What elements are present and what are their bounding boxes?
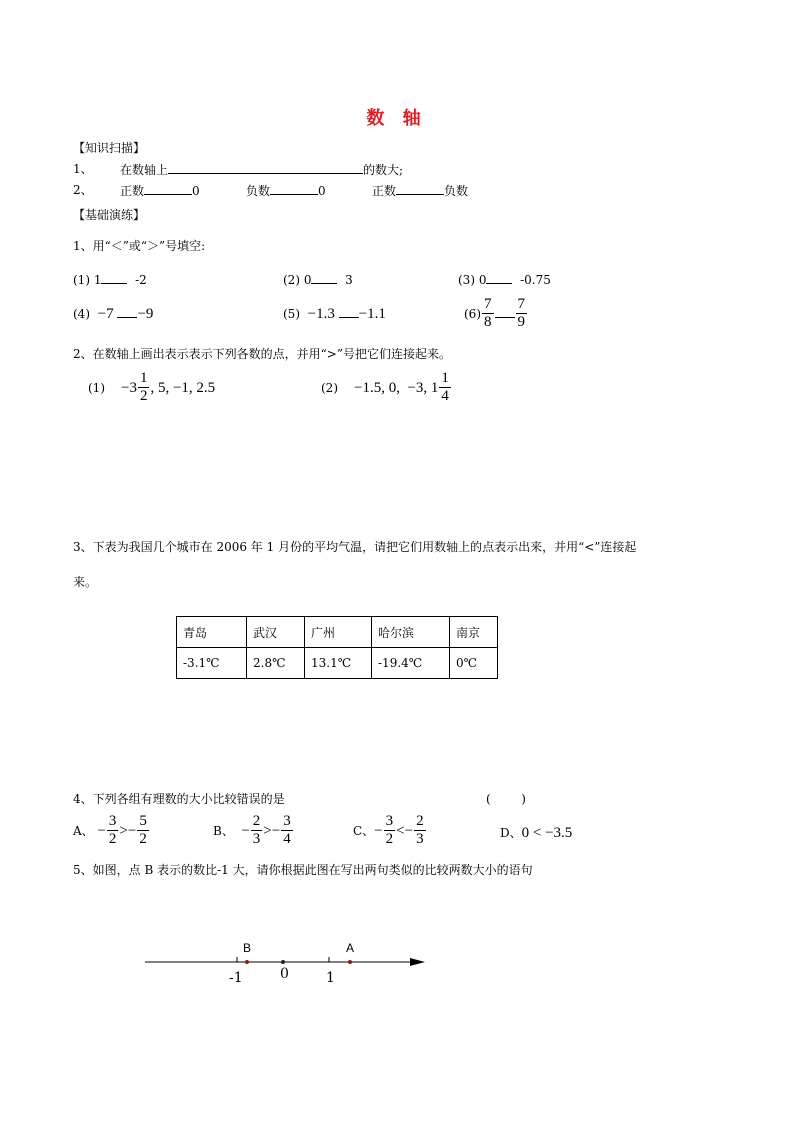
point-b-label: B bbox=[243, 941, 252, 955]
q3-prompt-line-1: 3、下表为我国几个城市在 2006 年 1 月份的平均气温，请把它们用数轴上的点表示出来，并用“<”连接起 bbox=[73, 540, 637, 554]
denominator: 8 bbox=[484, 314, 492, 330]
item-label: (6) bbox=[464, 306, 481, 321]
city-header: 广州 bbox=[305, 617, 372, 648]
tick-label-neg-1: -1 bbox=[229, 970, 243, 986]
label-zero: 0 bbox=[318, 184, 326, 198]
numerator: 3 bbox=[108, 813, 117, 829]
table-header-row bbox=[177, 617, 498, 648]
knowledge-item-2b bbox=[246, 182, 326, 199]
operator: < bbox=[396, 822, 405, 839]
q4-option-d[interactable] bbox=[500, 825, 572, 841]
q1-prompt: 1、用“＜”或“＞”号填空: bbox=[73, 239, 206, 253]
item-label: (1) bbox=[88, 380, 105, 395]
q4-option-b[interactable]: B、 − $\frac{2}{3}$ > − $\frac{3}{4}$ bbox=[213, 813, 291, 847]
q4-answer-paren[interactable]: ( ) bbox=[486, 792, 526, 806]
answer-blank[interactable] bbox=[396, 182, 444, 195]
denominator: 3 bbox=[252, 831, 261, 847]
item-label: (4) bbox=[73, 307, 90, 321]
number-line-figure bbox=[140, 935, 440, 990]
whole-part: −3 bbox=[121, 379, 137, 396]
numerator: 1 bbox=[441, 370, 449, 386]
denominator: 3 bbox=[416, 831, 424, 847]
temperature-cell: 13.1℃ bbox=[305, 648, 372, 679]
left-value: −7 bbox=[97, 306, 114, 322]
denominator: 2 bbox=[108, 831, 117, 847]
answer-blank[interactable] bbox=[168, 161, 363, 174]
table-row bbox=[177, 648, 498, 679]
label-positive: 正数 bbox=[372, 184, 397, 198]
q1-item-4 bbox=[73, 305, 153, 322]
answer-blank[interactable] bbox=[486, 271, 512, 284]
operator: > bbox=[263, 822, 272, 839]
answer-blank[interactable] bbox=[270, 182, 318, 195]
item-label: (5) bbox=[283, 307, 300, 321]
numerator: 5 bbox=[139, 813, 147, 829]
denominator: 2 bbox=[385, 831, 394, 847]
denominator: 4 bbox=[441, 388, 449, 404]
q2-prompt: 2、在数轴上画出表示表示下列各数的点，并用“>”号把它们连接起来。 bbox=[73, 347, 451, 361]
fraction bbox=[482, 296, 494, 331]
knowledge-item-2a bbox=[120, 182, 200, 199]
right-value: 3 bbox=[345, 273, 353, 287]
q5-prompt: 5、如图，点 B 表示的数比-1 大，请你根据此图在写出两句类似的比较两数大小的语句 bbox=[73, 863, 533, 877]
answer-blank[interactable] bbox=[495, 316, 515, 318]
option-label: B、 bbox=[213, 823, 234, 838]
numerator: 3 bbox=[385, 813, 394, 829]
label-zero: 0 bbox=[192, 184, 200, 198]
right-value: −1.1 bbox=[358, 306, 386, 322]
item-label: (2) bbox=[321, 380, 338, 395]
left-value: 0 bbox=[303, 273, 312, 287]
denominator: 9 bbox=[517, 314, 525, 330]
knowledge-item-1-suffix: 的数大; bbox=[363, 163, 404, 177]
temperature-cell: 0℃ bbox=[450, 648, 498, 679]
temperature-cell: -3.1℃ bbox=[177, 648, 247, 679]
q4-option-c[interactable]: C、 − $\frac{3}{2}$ < − $\frac{2}{3}$ bbox=[353, 813, 424, 847]
answer-blank[interactable] bbox=[101, 271, 127, 284]
right-value: -0.75 bbox=[520, 273, 551, 287]
q1-item-6 bbox=[464, 296, 528, 331]
q1-item-1 bbox=[73, 271, 147, 288]
q1-item-5 bbox=[283, 305, 386, 322]
label-positive: 正数 bbox=[120, 184, 145, 198]
q2-item-2 bbox=[321, 370, 452, 405]
item-label: (2) bbox=[283, 273, 300, 287]
tick-label-1: 1 bbox=[326, 970, 335, 986]
q1-item-3 bbox=[458, 271, 551, 288]
section-heading-knowledge: 【知识扫描】 bbox=[73, 141, 146, 155]
knowledge-item-1-prefix: 在数轴上 bbox=[120, 163, 169, 177]
numerator: 7 bbox=[484, 296, 492, 312]
numerator: 2 bbox=[252, 813, 261, 829]
city-header: 南京 bbox=[450, 617, 498, 648]
city-header: 青岛 bbox=[177, 617, 247, 648]
label-negative: 负数 bbox=[444, 184, 469, 198]
left-value: 1 bbox=[93, 273, 102, 287]
numerator: 7 bbox=[517, 296, 525, 312]
point-b-dot bbox=[245, 960, 249, 964]
fraction bbox=[414, 813, 426, 848]
fraction bbox=[384, 813, 396, 848]
temperature-table bbox=[176, 616, 498, 679]
tick-label-0: 0 bbox=[280, 966, 289, 982]
option-label: C、 bbox=[353, 823, 375, 838]
item-label: (3) bbox=[458, 273, 475, 287]
knowledge-item-2c bbox=[372, 182, 468, 199]
operator: > bbox=[119, 822, 128, 839]
fraction bbox=[281, 813, 293, 848]
arrow-icon bbox=[410, 958, 425, 966]
answer-blank[interactable] bbox=[339, 305, 359, 318]
temperature-cell: 2.8℃ bbox=[247, 648, 305, 679]
fraction bbox=[251, 813, 263, 848]
page-title: 数 轴 bbox=[366, 108, 427, 129]
fraction bbox=[516, 296, 528, 331]
left-value: −1.3 bbox=[307, 306, 335, 322]
item-label: (1) bbox=[73, 273, 90, 287]
option-label: D、 bbox=[500, 826, 522, 840]
point-a-label: A bbox=[346, 941, 355, 955]
city-header: 武汉 bbox=[247, 617, 305, 648]
knowledge-item-2-number: 2、 bbox=[73, 183, 93, 197]
answer-blank[interactable] bbox=[311, 271, 337, 284]
answer-blank[interactable] bbox=[144, 182, 192, 195]
point-a-dot bbox=[348, 960, 352, 964]
denominator: 2 bbox=[139, 388, 148, 404]
numerator: 2 bbox=[416, 813, 424, 829]
remaining-values: , 5, −1, 2.5 bbox=[150, 379, 216, 396]
option-expression: 0 < −3.5 bbox=[521, 825, 573, 841]
label-negative: 负数 bbox=[246, 184, 271, 198]
denominator: 2 bbox=[139, 831, 147, 847]
values: −1.5, 0, −3, 1 bbox=[354, 379, 439, 396]
knowledge-item-1 bbox=[120, 161, 403, 178]
denominator: 4 bbox=[283, 831, 291, 847]
fraction bbox=[138, 370, 150, 405]
fraction bbox=[137, 813, 149, 848]
fraction bbox=[107, 813, 119, 848]
temperature-cell: -19.4℃ bbox=[372, 648, 450, 679]
origin-dot bbox=[281, 960, 285, 964]
q1-item-2 bbox=[283, 271, 353, 288]
section-heading-practice: 【基础演练】 bbox=[73, 208, 146, 222]
q4-prompt: 4、下列各组有理数的大小比较错误的是 bbox=[73, 792, 285, 806]
left-value: 0 bbox=[478, 273, 487, 287]
numerator: 1 bbox=[139, 370, 148, 386]
right-value: −9 bbox=[137, 306, 154, 322]
city-header: 哈尔滨 bbox=[372, 617, 450, 648]
fraction bbox=[439, 370, 451, 405]
numerator: 3 bbox=[283, 813, 291, 829]
q3-prompt-line-2: 来。 bbox=[73, 575, 98, 589]
right-value: -2 bbox=[135, 273, 147, 287]
option-label: A、 bbox=[73, 823, 94, 838]
q2-item-1 bbox=[88, 370, 215, 405]
q4-option-a[interactable]: A、 − $\frac{3}{2}$ > − $\frac{5}{2}$ bbox=[73, 813, 147, 847]
answer-blank[interactable] bbox=[117, 305, 137, 318]
knowledge-item-1-number: 1、 bbox=[73, 162, 93, 176]
